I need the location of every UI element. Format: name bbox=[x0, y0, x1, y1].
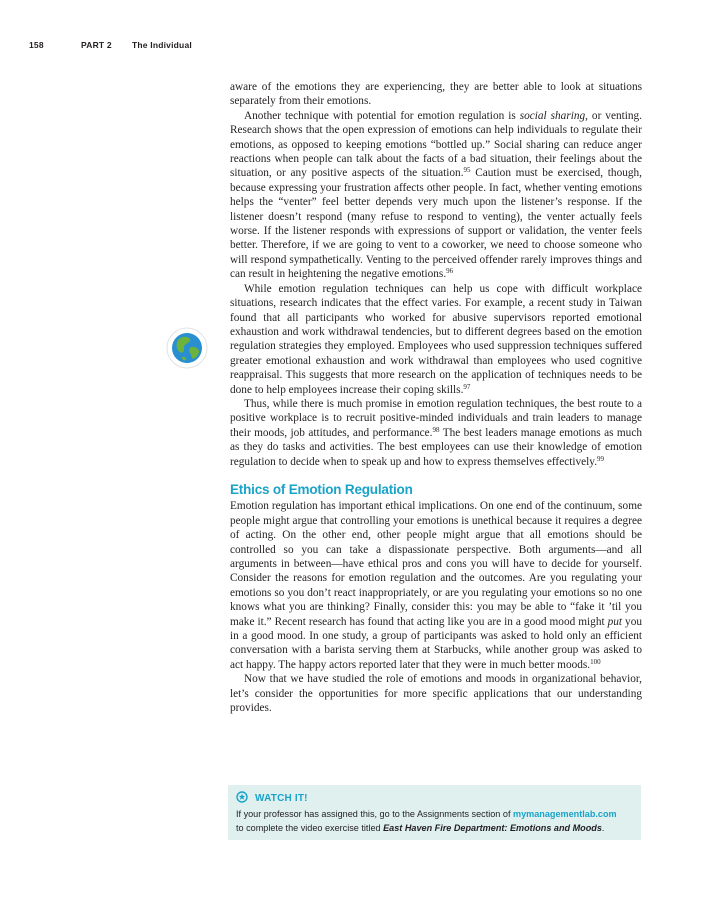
mymanagementlab-link[interactable]: mymanagementlab.com bbox=[513, 809, 617, 819]
footnote-ref: 96 bbox=[446, 267, 454, 276]
paragraph-3: While emotion regulation techniques can help us cope with difficult workplace situations, research indicates that the effect varies. For example, a recent study in Taiwan found that all participants who worked for abusive supervisors reported emotional exhaustion and work withdrawal tendencies, but to different degrees based on the emotion regulation strategies they employed. Employees who used suppression techniques suffered greater emotional exhaustion and work withdrawal than employees who used cognitive reappraisal. This suggests that more research on the application of techniques needs to be done to help employees increase their coping skills.$^{97}$ bbox=[230, 282, 642, 396]
term-social-sharing: social sharing bbox=[519, 109, 586, 122]
paragraph-5: Emotion regulation has important ethical implications. On one end of the continuum, some people might argue that controlling your emotions is unethical because it requires a degree of acting. On the other end, other people might argue that all emotions should be controlled so you can take a dispassionate perspective. Both arguments—and all arguments in between—have ethical pros and cons you will have to decide for yourself. Consider the reasons for emotion regulation and the outcomes. Are you regulating your emotions so you don’t react inappropriately, or are you regulating your emotions so no one knows what you are thinking? Finally, consider this: you may be able to “fake it ’til you make it.” Recent research has found that acting like you are in a good mood might put you in a good mood. In one study, a group of participants was asked to hold only an efficient conversation with a barista serving them at Starbucks, while another group was asked to act happy. The happy actors reported later that they were in much better moods.$^{100}$ bbox=[230, 500, 642, 671]
part-label: PART 2 bbox=[81, 40, 112, 50]
watch-it-text: If your professor has assigned this, go to the Assignments section of mymanagementlab.com to complete the video exercise titled East Haven Fire Department: Emotions and Moods. bbox=[236, 809, 617, 833]
footnote-ref: 98 bbox=[432, 425, 440, 434]
paragraph-1: aware of the emotions they are experiencing, they are better able to look at situations separately from their emotions. bbox=[230, 81, 642, 108]
part-title: The Individual bbox=[132, 40, 192, 50]
main-text-column bbox=[230, 80, 642, 715]
paragraph-6: Now that we have studied the role of emotions and moods in organizational behavior, let’s consider the opportunities for more specific applications that our understanding provides. bbox=[230, 673, 642, 715]
running-header bbox=[29, 40, 192, 50]
watch-it-heading bbox=[236, 791, 308, 806]
footnote-ref: 100 bbox=[590, 657, 601, 666]
watch-it-box bbox=[228, 785, 641, 840]
footnote-ref: 95 bbox=[463, 166, 471, 175]
paragraph-4: Thus, while there is much promise in emotion regulation techniques, the best route to a positive workplace is to recruit positive-minded individuals and train leaders to manage their moods, job attitudes, and performance.$^{98}$ The best leaders manage emotions as much as they do tasks and activities. The best employees can use their knowledge of emotion regulation to decide when to speak up and how to express themselves effectively.$^{99}$ bbox=[230, 397, 642, 468]
video-exercise-title: East Haven Fire Department: Emotions and Moods bbox=[383, 823, 602, 833]
section-heading: Ethics of Emotion Regulation bbox=[230, 481, 413, 497]
star-circle-icon bbox=[236, 791, 248, 806]
emphasis-put: put bbox=[607, 615, 623, 628]
footnote-ref: 99 bbox=[597, 454, 605, 463]
page-number: 158 bbox=[29, 40, 44, 50]
paragraph-2: Another technique with potential for emotion regulation is social sharing, or venting. Research shows that the open expression of emotions can help individuals to regulate their emotions, as opposed to keeping emotions “bottled up.” Social sharing can reduce anger reactions when people can talk about the facts of a bad situation, their feelings about the situation, or any positive aspects of the situation.$^{95}$ Caution must be exercised, though, because expressing your frustration affects other people. In fact, whether venting emotions helps the “venter” feel better depends very much upon the listener’s response. If the listener doesn’t respond (many refuse to respond to venting), the venter actually feels worse. If the listener responds with expressions of support or validation, the venter feels better. Therefore, if we are going to vent to a coworker, we need to choose someone who will respond sympathetically. Venting to the perceived offender rarely improves things and can result in heightening the negative emotions.$^{96}$ bbox=[230, 109, 643, 281]
watch-it-title: WATCH IT! bbox=[255, 793, 308, 804]
globe-icon bbox=[166, 327, 208, 369]
footnote-ref: 97 bbox=[463, 382, 471, 391]
